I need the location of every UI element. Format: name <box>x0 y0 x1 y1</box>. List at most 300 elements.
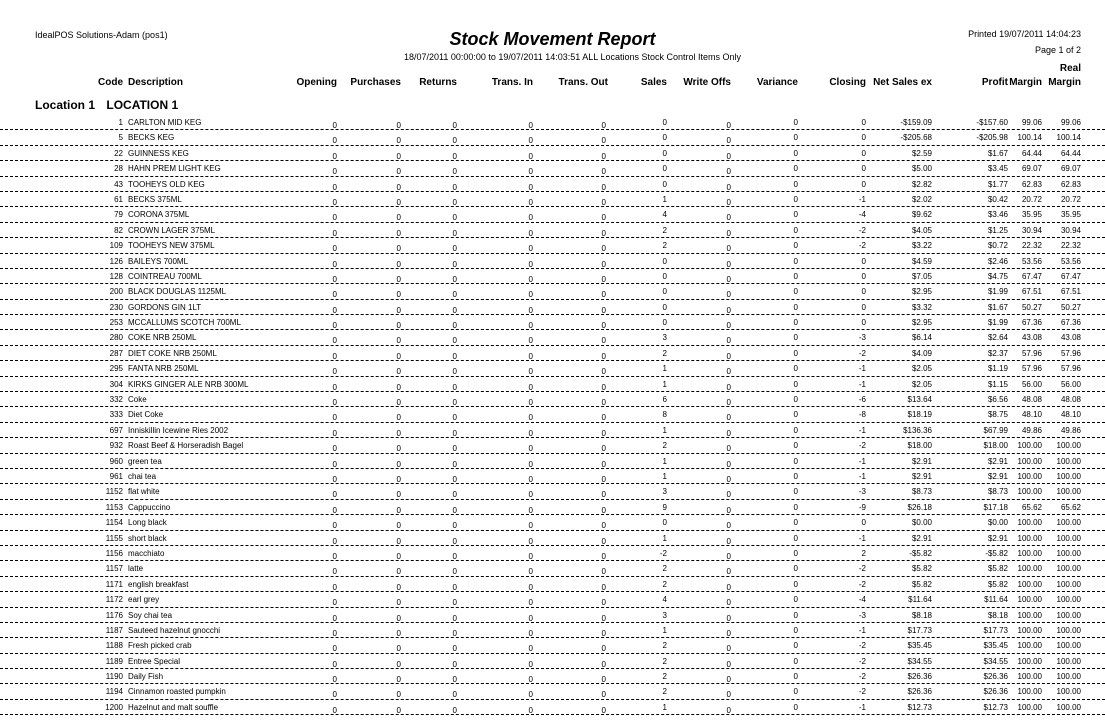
sales-cell: 0 <box>662 118 667 127</box>
description-cell: Soy chai tea <box>128 610 173 620</box>
margin-cell: 100.00 <box>1017 595 1042 605</box>
purchases-cell: 0 <box>396 444 401 454</box>
purchases-cell: 0 <box>396 336 401 346</box>
variance-cell: 0 <box>793 210 798 220</box>
description-cell: BECKS 375ML <box>128 194 182 204</box>
closing-cell: -6 <box>858 395 866 405</box>
closing-cell: 2 <box>861 548 866 558</box>
sales-cell: 8 <box>662 410 667 420</box>
table-row <box>0 500 1105 515</box>
trans-out-cell: 0 <box>601 182 606 192</box>
description-cell: HAHN PREM LIGHT KEG <box>128 164 221 174</box>
purchases-cell: 0 <box>396 182 401 192</box>
sales-cell: 2 <box>662 241 667 251</box>
returns-cell: 0 <box>452 521 457 531</box>
opening-cell: 0 <box>332 659 337 669</box>
real-margin-cell: 100.00 <box>1056 595 1081 605</box>
net-sales-cell: $18.19 <box>907 410 932 420</box>
real-margin-cell: 65.62 <box>1060 502 1081 512</box>
sales-cell: 2 <box>662 656 667 666</box>
header-trans-in: Trans. In <box>491 77 533 88</box>
margin-cell: 57.96 <box>1021 348 1042 358</box>
profit-cell: $1.77 <box>987 179 1008 189</box>
trans-out-cell: 0 <box>601 151 606 161</box>
code-cell: 697 <box>109 425 123 435</box>
header-description: Description <box>128 77 184 88</box>
returns-cell: 0 <box>452 428 457 438</box>
table-row <box>0 561 1105 576</box>
profit-cell: $2.46 <box>987 256 1008 266</box>
opening-cell: 0 <box>332 351 337 361</box>
table-row <box>0 377 1105 392</box>
code-cell: 230 <box>109 302 123 312</box>
purchases-cell: 0 <box>396 382 401 392</box>
purchases-cell: 0 <box>396 505 401 515</box>
net-sales-cell: $17.73 <box>907 625 932 635</box>
net-sales-cell: $4.59 <box>911 256 932 266</box>
net-sales-cell: $2.95 <box>911 287 932 297</box>
opening-cell: 0 <box>332 428 337 438</box>
net-sales-cell: $8.18 <box>911 610 932 620</box>
real-margin-cell: 20.72 <box>1060 194 1081 204</box>
opening-cell: 0 <box>332 259 337 269</box>
header-variance: Variance <box>756 77 798 88</box>
header-net-sales: Net Sales ex <box>873 77 932 88</box>
closing-cell: -1 <box>858 533 866 543</box>
real-margin-cell: 53.56 <box>1060 256 1081 266</box>
write-offs-cell: 0 <box>726 474 731 484</box>
trans-in-cell: 0 <box>528 213 533 223</box>
purchases-cell: 0 <box>396 121 401 130</box>
sales-cell: 0 <box>662 287 667 297</box>
trans-in-cell: 0 <box>528 536 533 546</box>
description-cell: BAILEYS 700ML <box>128 256 189 266</box>
variance-cell: 0 <box>793 579 798 589</box>
description-cell: GUINNESS KEG <box>128 148 189 158</box>
table-row <box>0 269 1105 284</box>
table-row <box>0 330 1105 345</box>
description-cell: Coke <box>128 395 147 405</box>
trans-out-cell: 0 <box>601 136 606 146</box>
returns-cell: 0 <box>452 490 457 500</box>
description-cell: TOOHEYS OLD KEG <box>128 179 205 189</box>
profit-cell: $34.55 <box>983 656 1008 666</box>
opening-cell: 0 <box>332 690 337 700</box>
margin-cell: 43.08 <box>1021 333 1042 343</box>
description-cell: CORONA 375ML <box>128 210 190 220</box>
closing-cell: -2 <box>858 687 866 697</box>
table-row <box>0 177 1105 192</box>
opening-cell: 0 <box>332 675 337 685</box>
net-sales-cell: -$5.82 <box>909 548 932 558</box>
closing-cell: -4 <box>858 595 866 605</box>
code-cell: 109 <box>109 241 123 251</box>
description-cell: english breakfast <box>128 579 189 589</box>
write-offs-cell: 0 <box>726 259 731 269</box>
closing-cell: 0 <box>861 164 866 174</box>
net-sales-cell: $26.36 <box>907 687 932 697</box>
write-offs-cell: 0 <box>726 367 731 377</box>
code-cell: 28 <box>114 164 123 174</box>
code-cell: 1157 <box>105 564 123 574</box>
profit-cell: $67.99 <box>983 425 1008 435</box>
margin-cell: 100.00 <box>1017 471 1042 481</box>
returns-cell: 0 <box>452 382 457 392</box>
trans-in-cell: 0 <box>528 690 533 700</box>
closing-cell: -3 <box>858 487 866 497</box>
variance-cell: 0 <box>793 318 798 328</box>
purchases-cell: 0 <box>396 274 401 284</box>
trans-out-cell: 0 <box>601 490 606 500</box>
trans-out-cell: 0 <box>601 259 606 269</box>
trans-out-cell: 0 <box>601 644 606 654</box>
closing-cell: 0 <box>861 302 866 312</box>
profit-cell: $8.18 <box>987 610 1008 620</box>
sales-cell: 2 <box>662 225 667 235</box>
trans-in-cell: 0 <box>528 444 533 454</box>
table-row <box>0 654 1105 669</box>
description-cell: KIRKS GINGER ALE NRB 300ML <box>128 379 249 389</box>
trans-in-cell: 0 <box>528 398 533 408</box>
opening-cell: 0 <box>332 582 337 592</box>
write-offs-cell: 0 <box>726 444 731 454</box>
purchases-cell: 0 <box>396 705 401 715</box>
variance-cell: 0 <box>793 687 798 697</box>
returns-cell: 0 <box>452 351 457 361</box>
returns-cell: 0 <box>452 459 457 469</box>
net-sales-cell: $136.36 <box>903 425 932 435</box>
table-row <box>0 454 1105 469</box>
opening-cell: 0 <box>332 521 337 531</box>
opening-cell: 0 <box>332 213 337 223</box>
trans-out-cell: 0 <box>601 367 606 377</box>
margin-cell: 30.94 <box>1021 225 1042 235</box>
variance-cell: 0 <box>793 379 798 389</box>
trans-in-cell: 0 <box>528 675 533 685</box>
net-sales-cell: -$205.68 <box>900 133 932 143</box>
trans-out-cell: 0 <box>601 551 606 561</box>
profit-cell: $1.15 <box>987 379 1008 389</box>
real-margin-cell: 100.00 <box>1056 471 1081 481</box>
profit-cell: $2.91 <box>987 471 1008 481</box>
profit-cell: $1.99 <box>987 318 1008 328</box>
opening-cell: 0 <box>332 305 337 315</box>
net-sales-cell: $13.64 <box>907 395 932 405</box>
sales-cell: 0 <box>662 302 667 312</box>
table-row <box>0 315 1105 330</box>
margin-cell: 99.06 <box>1021 118 1042 127</box>
real-margin-cell: 100.00 <box>1056 548 1081 558</box>
returns-cell: 0 <box>452 274 457 284</box>
description-cell: COINTREAU 700ML <box>128 271 202 281</box>
sales-cell: 0 <box>662 148 667 158</box>
trans-in-cell: 0 <box>528 351 533 361</box>
profit-cell: $17.73 <box>983 625 1008 635</box>
variance-cell: 0 <box>793 410 798 420</box>
trans-in-cell: 0 <box>528 244 533 254</box>
description-cell: Daily Fish <box>128 672 164 682</box>
sales-cell: 2 <box>662 564 667 574</box>
table-row <box>0 407 1105 422</box>
trans-in-cell: 0 <box>528 474 533 484</box>
opening-cell: 0 <box>332 182 337 192</box>
sales-cell: 0 <box>662 318 667 328</box>
trans-out-cell: 0 <box>601 290 606 300</box>
purchases-cell: 0 <box>396 136 401 146</box>
profit-cell: $26.36 <box>983 672 1008 682</box>
variance-cell: 0 <box>793 610 798 620</box>
table-row <box>0 223 1105 238</box>
returns-cell: 0 <box>452 136 457 146</box>
table-row <box>0 392 1105 407</box>
code-cell: 280 <box>109 333 123 343</box>
purchases-cell: 0 <box>396 551 401 561</box>
table-row <box>0 592 1105 607</box>
code-cell: 22 <box>114 148 123 158</box>
variance-cell: 0 <box>793 656 798 666</box>
table-row <box>0 484 1105 499</box>
closing-cell: -2 <box>858 656 866 666</box>
trans-out-cell: 0 <box>601 197 606 207</box>
code-cell: 932 <box>109 441 123 451</box>
closing-cell: 0 <box>861 287 866 297</box>
returns-cell: 0 <box>452 121 457 130</box>
sales-cell: 2 <box>662 348 667 358</box>
margin-cell: 48.08 <box>1021 395 1042 405</box>
profit-cell: $2.91 <box>987 533 1008 543</box>
header-profit: Profit <box>981 77 1008 88</box>
closing-cell: -2 <box>858 241 866 251</box>
purchases-cell: 0 <box>396 305 401 315</box>
trans-in-cell: 0 <box>528 305 533 315</box>
variance-cell: 0 <box>793 518 798 528</box>
table-row <box>0 669 1105 684</box>
trans-in-cell: 0 <box>528 167 533 177</box>
variance-cell: 0 <box>793 364 798 374</box>
variance-cell: 0 <box>793 487 798 497</box>
trans-out-cell: 0 <box>601 521 606 531</box>
opening-cell: 0 <box>332 367 337 377</box>
write-offs-cell: 0 <box>726 659 731 669</box>
purchases-cell: 0 <box>396 197 401 207</box>
variance-cell: 0 <box>793 502 798 512</box>
net-sales-cell: $18.00 <box>907 441 932 451</box>
trans-out-cell: 0 <box>601 382 606 392</box>
margin-cell: 100.00 <box>1017 579 1042 589</box>
real-margin-cell: 43.08 <box>1060 333 1081 343</box>
write-offs-cell: 0 <box>726 598 731 608</box>
trans-out-cell: 0 <box>601 336 606 346</box>
trans-in-cell: 0 <box>528 151 533 161</box>
write-offs-cell: 0 <box>726 428 731 438</box>
closing-cell: 0 <box>861 133 866 143</box>
code-cell: 1152 <box>105 487 123 497</box>
variance-cell: 0 <box>793 564 798 574</box>
table-row <box>0 300 1105 315</box>
sales-cell: 1 <box>662 364 667 374</box>
variance-cell: 0 <box>793 271 798 281</box>
code-cell: 253 <box>109 318 123 328</box>
opening-cell: 0 <box>332 490 337 500</box>
returns-cell: 0 <box>452 644 457 654</box>
trans-out-cell: 0 <box>601 167 606 177</box>
net-sales-cell: $7.05 <box>911 271 932 281</box>
net-sales-cell: -$159.09 <box>900 118 932 127</box>
header-closing: Closing <box>829 77 866 88</box>
net-sales-cell: $4.05 <box>911 225 932 235</box>
purchases-cell: 0 <box>396 321 401 331</box>
margin-cell: 67.51 <box>1021 287 1042 297</box>
write-offs-cell: 0 <box>726 644 731 654</box>
write-offs-cell: 0 <box>726 690 731 700</box>
profit-cell: $35.45 <box>983 641 1008 651</box>
variance-cell: 0 <box>793 348 798 358</box>
trans-out-cell: 0 <box>601 628 606 638</box>
real-margin-cell: 100.00 <box>1056 641 1081 651</box>
real-margin-cell: 57.96 <box>1060 364 1081 374</box>
header-write-offs: Write Offs <box>683 77 731 88</box>
location-label: Location 1 <box>35 98 96 112</box>
margin-cell: 48.10 <box>1021 410 1042 420</box>
trans-out-cell: 0 <box>601 444 606 454</box>
write-offs-cell: 0 <box>726 551 731 561</box>
write-offs-cell: 0 <box>726 675 731 685</box>
returns-cell: 0 <box>452 505 457 515</box>
margin-cell: 67.36 <box>1021 318 1042 328</box>
write-offs-cell: 0 <box>726 336 731 346</box>
profit-cell: -$205.98 <box>976 133 1008 143</box>
real-margin-cell: 48.08 <box>1060 395 1081 405</box>
variance-cell: 0 <box>793 441 798 451</box>
trans-in-cell: 0 <box>528 505 533 515</box>
code-cell: 43 <box>114 179 123 189</box>
real-margin-cell: 57.96 <box>1060 348 1081 358</box>
returns-cell: 0 <box>452 690 457 700</box>
opening-cell: 0 <box>332 197 337 207</box>
description-cell: green tea <box>128 456 162 466</box>
sales-cell: 2 <box>662 441 667 451</box>
code-cell: 960 <box>109 456 123 466</box>
write-offs-cell: 0 <box>726 151 731 161</box>
trans-out-cell: 0 <box>601 305 606 315</box>
code-cell: 1153 <box>105 502 123 512</box>
margin-cell: 100.14 <box>1017 133 1042 143</box>
trans-in-cell: 0 <box>528 321 533 331</box>
sales-cell: 1 <box>662 194 667 204</box>
description-cell: Diet Coke <box>128 410 164 420</box>
trans-out-cell: 0 <box>601 228 606 238</box>
returns-cell: 0 <box>452 659 457 669</box>
closing-cell: 0 <box>861 179 866 189</box>
opening-cell: 0 <box>332 628 337 638</box>
code-cell: 333 <box>109 410 123 420</box>
write-offs-cell: 0 <box>726 182 731 192</box>
real-margin-cell: 35.95 <box>1060 210 1081 220</box>
sales-cell: 2 <box>662 641 667 651</box>
margin-cell: 100.00 <box>1017 610 1042 620</box>
purchases-cell: 0 <box>396 675 401 685</box>
profit-cell: $0.00 <box>987 518 1008 528</box>
description-cell: Cinnamon roasted pumpkin <box>128 687 226 697</box>
trans-out-cell: 0 <box>601 474 606 484</box>
returns-cell: 0 <box>452 598 457 608</box>
variance-cell: 0 <box>793 595 798 605</box>
table-row <box>0 130 1105 145</box>
write-offs-cell: 0 <box>726 121 731 130</box>
net-sales-cell: $2.91 <box>911 471 932 481</box>
variance-cell: 0 <box>793 302 798 312</box>
trans-out-cell: 0 <box>601 690 606 700</box>
code-cell: 61 <box>114 194 123 204</box>
header-real-margin-line2: Margin <box>1048 77 1081 88</box>
trans-in-cell: 0 <box>528 551 533 561</box>
code-cell: 5 <box>118 133 123 143</box>
opening-cell: 0 <box>332 321 337 331</box>
margin-cell: 100.00 <box>1017 672 1042 682</box>
variance-cell: 0 <box>793 625 798 635</box>
net-sales-cell: $2.91 <box>911 456 932 466</box>
trans-out-cell: 0 <box>601 398 606 408</box>
real-margin-cell: 69.07 <box>1060 164 1081 174</box>
trans-out-cell: 0 <box>601 459 606 469</box>
header-opening: Opening <box>296 77 337 88</box>
closing-cell: -2 <box>858 225 866 235</box>
returns-cell: 0 <box>452 567 457 577</box>
margin-cell: 100.00 <box>1017 625 1042 635</box>
description-cell: BECKS KEG <box>128 133 175 143</box>
margin-cell: 100.00 <box>1017 533 1042 543</box>
variance-cell: 0 <box>793 194 798 204</box>
opening-cell: 0 <box>332 413 337 423</box>
real-margin-cell: 48.10 <box>1060 410 1081 420</box>
real-margin-cell: 100.00 <box>1056 579 1081 589</box>
profit-cell: $11.64 <box>984 595 1008 605</box>
opening-cell: 0 <box>332 474 337 484</box>
trans-out-cell: 0 <box>601 505 606 515</box>
profit-cell: $26.36 <box>983 687 1008 697</box>
profit-cell: -$157.60 <box>976 118 1008 127</box>
trans-out-cell: 0 <box>601 351 606 361</box>
returns-cell: 0 <box>452 413 457 423</box>
sales-cell: 1 <box>662 425 667 435</box>
returns-cell: 0 <box>452 228 457 238</box>
description-cell: flat white <box>128 487 160 497</box>
margin-cell: 56.00 <box>1021 379 1042 389</box>
location-heading <box>35 98 186 112</box>
trans-out-cell: 0 <box>601 675 606 685</box>
variance-cell: 0 <box>793 333 798 343</box>
profit-cell: $8.75 <box>987 410 1008 420</box>
header-code: Code <box>98 77 123 88</box>
profit-cell: $2.37 <box>987 348 1008 358</box>
closing-cell: -3 <box>858 610 866 620</box>
net-sales-cell: $34.55 <box>907 656 932 666</box>
description-cell: Cappuccino <box>128 502 171 512</box>
real-margin-cell: 100.00 <box>1056 441 1081 451</box>
table-row <box>0 361 1105 376</box>
closing-cell: -1 <box>858 471 866 481</box>
opening-cell: 0 <box>332 536 337 546</box>
returns-cell: 0 <box>452 536 457 546</box>
net-sales-cell: $6.14 <box>911 333 932 343</box>
net-sales-cell: $26.36 <box>907 672 932 682</box>
variance-cell: 0 <box>793 241 798 251</box>
opening-cell: 0 <box>332 290 337 300</box>
closing-cell: 0 <box>861 518 866 528</box>
description-cell: Roast Beef & Horseradish Bagel <box>128 441 244 451</box>
write-offs-cell: 0 <box>726 305 731 315</box>
opening-cell: 0 <box>332 505 337 515</box>
